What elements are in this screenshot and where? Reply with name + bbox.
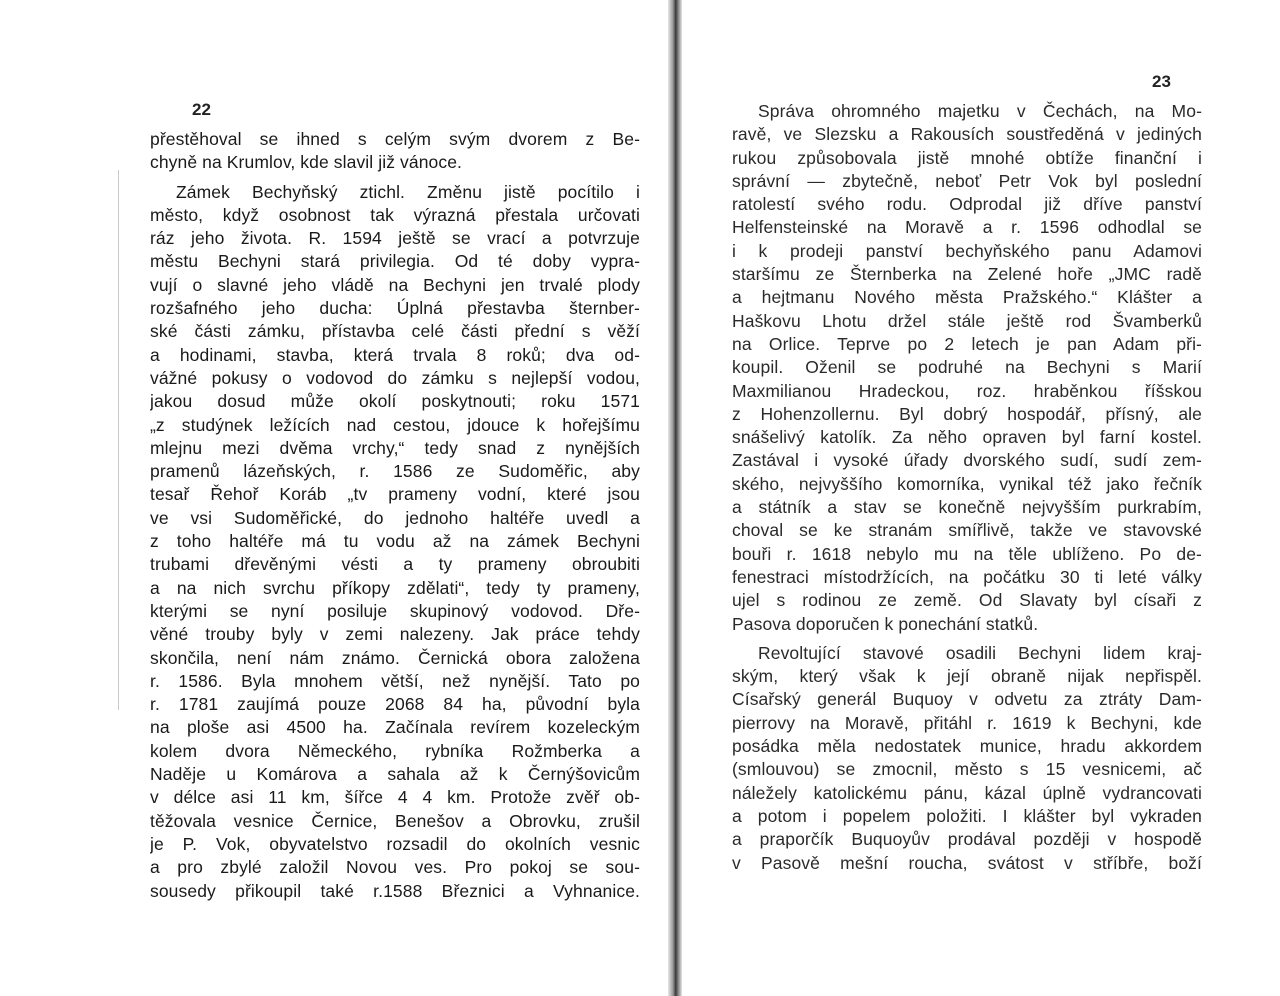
- text-line: choval se ke stranám smířlivě, takže ve stavovské: [732, 520, 1202, 541]
- text-line: ským, který však k její obraně nijak nepřispěl.: [732, 666, 1202, 687]
- text-line: a pro zbylé založil Novou ves. Pro pokoj se sou-: [150, 857, 640, 878]
- text-line: vážné pokusy o vodovod do zámku s nejlepší vodou,: [150, 367, 640, 388]
- text-line: náležely katolickému pánu, kázal úplně vydrancovati: [732, 782, 1202, 803]
- text-line: z toho haltéře má tu vodu až na zámek Bechyni: [150, 531, 640, 552]
- text-line: vují o slavné jeho vládě na Bechyni jen trvalé plody: [150, 274, 640, 295]
- text-line: pierrovy na Moravě, přitáhl r. 1619 k Bechyni, kde: [732, 712, 1202, 733]
- right-page-text: [732, 100, 1202, 875]
- text-line: těžovala vesnice Černice, Benešov a Obrovku, zrušil: [150, 810, 640, 831]
- text-line: Naděje u Komárova a sahala až k Černýšovicům: [150, 764, 640, 785]
- text-line: v Pasově mešní roucha, svátost v stříbře, boží: [732, 852, 1202, 873]
- text-line: pramenů lázeňských, r. 1586 ze Sudoměřic, aby: [150, 461, 640, 482]
- text-line: Maxmilianou Hradeckou, roz. hraběnkou říšskou: [732, 380, 1202, 401]
- text-line: a státník a stav se konečně nejvyšším purkrabím,: [732, 497, 1202, 518]
- text-line: je P. Vok, obyvatelstvo rozsadil do okolních vesnic: [150, 833, 640, 854]
- text-line: ravě, ve Slezsku a Rakousích soustředěná v jediných: [732, 124, 1202, 145]
- text-line: a potom i popelem položiti. I klášter byl vykraden: [732, 805, 1202, 826]
- text-line: posádka měla nedostatek munice, hradu akkordem: [732, 736, 1202, 757]
- left-page-text: [150, 128, 640, 903]
- text-line: věné trouby byly v zemi nalezeny. Jak práce tehdy: [150, 624, 640, 645]
- text-line: r. 1781 zaujímá pouze 2068 84 ha, původní byla: [150, 694, 640, 715]
- text-line: ské části zámku, přístavba celé části přední s věží: [150, 321, 640, 342]
- text-line: a hejtmanu Nového města Pražského.“ Klášter a: [732, 287, 1202, 308]
- text-line: fenestraci místodržících, na počátku 30 ti leté války: [732, 566, 1202, 587]
- text-line: Zastával i vysoké úřady dvorského sudí, sudí zem-: [732, 450, 1202, 471]
- text-line: ratolestí svého rodu. Odprodal již dříve panství: [732, 194, 1202, 215]
- text-line: kolem dvora Německého, rybníka Rožmberka a: [150, 740, 640, 761]
- text-line: na ploše asi 4500 ha. Začínala revírem kozeleckým: [150, 717, 640, 738]
- book-gutter: [668, 0, 682, 996]
- text-line: i k prodeji panství bechyňského panu Adamovi: [732, 240, 1202, 261]
- text-line: město, když osobnost tak výrazná přestala určovati: [150, 204, 640, 225]
- margin-pencil-mark: [118, 170, 119, 710]
- text-line: rukou způsobovala jistě mnohé obtíže finanční i: [732, 147, 1202, 168]
- text-line: jakou dosud může okolí poskytnouti; roku 1571: [150, 391, 640, 412]
- text-line: z Hohenzollernu. Byl dobrý hospodář, přísný, ale: [732, 403, 1202, 424]
- text-line: a praporčík Buquoyův prodával později v hospodě: [732, 829, 1202, 850]
- text-line: ráz jeho života. R. 1594 ještě se vrací a potvrzuje: [150, 228, 640, 249]
- text-line: tesař Řehoř Koráb „tv prameny vodní, které jsou: [150, 484, 640, 505]
- text-line: rozšafného jeho ducha: Úplná přestavba šternber-: [150, 298, 640, 319]
- text-line: ujel s rodinou ze země. Od Slavaty byl císaři z: [732, 590, 1202, 611]
- text-line: na Orlice. Teprve po 2 letech je pan Adam při-: [732, 333, 1202, 354]
- text-line: městu Bechyni stará privilegia. Od té doby vypra-: [150, 251, 640, 272]
- text-line: Revoltující stavové osadili Bechyni lidem kraj-: [758, 642, 1202, 663]
- text-line: mlejnu mezi dvěma vrchy,“ tedy snad z nynějších: [150, 437, 640, 458]
- text-line: Císařský generál Buquoy v odvetu za ztráty Dam-: [732, 689, 1202, 710]
- text-line: snášelivý katolík. Za něho opraven byl farní kostel.: [732, 427, 1202, 448]
- text-line: a na nich svrchu příkopy zdělati“, tedy ty prameny,: [150, 577, 640, 598]
- text-line: a hodinami, stavba, která trvala 8 roků; dva od-: [150, 344, 640, 365]
- text-line: sousedy přikoupil také r.1588 Březnici a Vyhnanice.: [150, 880, 640, 901]
- right-page: [682, 0, 1280, 996]
- text-line: (smlouvou) se zmocnil, město s 15 vesnicemi, ač: [732, 759, 1202, 780]
- text-line: Pasova doporučen k ponechání statků.: [732, 613, 1039, 634]
- text-line: Zámek Bechyňský ztichl. Změnu jistě pocítilo i: [176, 181, 640, 202]
- text-line: ského, nejvyššího komorníka, vynikal též jako řečník: [732, 473, 1202, 494]
- text-line: r. 1586. Byla mnohem větší, než nynější. Tato po: [150, 670, 640, 691]
- text-line: „z studýnek ležících nad cestou, jdouce k hořejšímu: [150, 414, 640, 435]
- text-line: ve vsi Sudoměřické, do jednoho haltéře uvedl a: [150, 507, 640, 528]
- text-line: přestěhoval se ihned s celým svým dvorem z Be-: [150, 129, 640, 149]
- text-line: v délce asi 11 km, šířce 4 4 km. Protože zvěř ob-: [150, 787, 640, 808]
- text-line: Správa ohromného majetku v Čechách, na Mo-: [758, 101, 1202, 121]
- text-line: Haškovu Lhotu držel stále ještě rod Švamberků: [732, 310, 1202, 331]
- text-line: koupil. Oženil se podruhé na Bechyni s Marií: [732, 357, 1202, 378]
- text-line: Helfensteinské na Moravě a r. 1596 odhodlal se: [732, 217, 1202, 238]
- text-line: staršímu ze Šternberka na Zelené hoře „JMC radě: [732, 264, 1202, 285]
- text-line: chyně na Krumlov, kde slavil již vánoce.: [150, 152, 463, 173]
- text-line: kterými se nyní posiluje skupinový vodovod. Dře-: [150, 600, 640, 621]
- text-line: bouři r. 1618 nebylo mu na těle ublíženo. Po de-: [732, 543, 1202, 564]
- page-number-right: 23: [1152, 72, 1171, 91]
- page-number-left: 22: [192, 100, 211, 119]
- text-line: správní — zbytečně, neboť Petr Vok byl poslední: [732, 170, 1202, 191]
- text-line: skončila, není nám známo. Černická obora založena: [150, 647, 640, 668]
- text-line: trubami dřevěnými vésti a ty prameny obroubiti: [150, 554, 640, 575]
